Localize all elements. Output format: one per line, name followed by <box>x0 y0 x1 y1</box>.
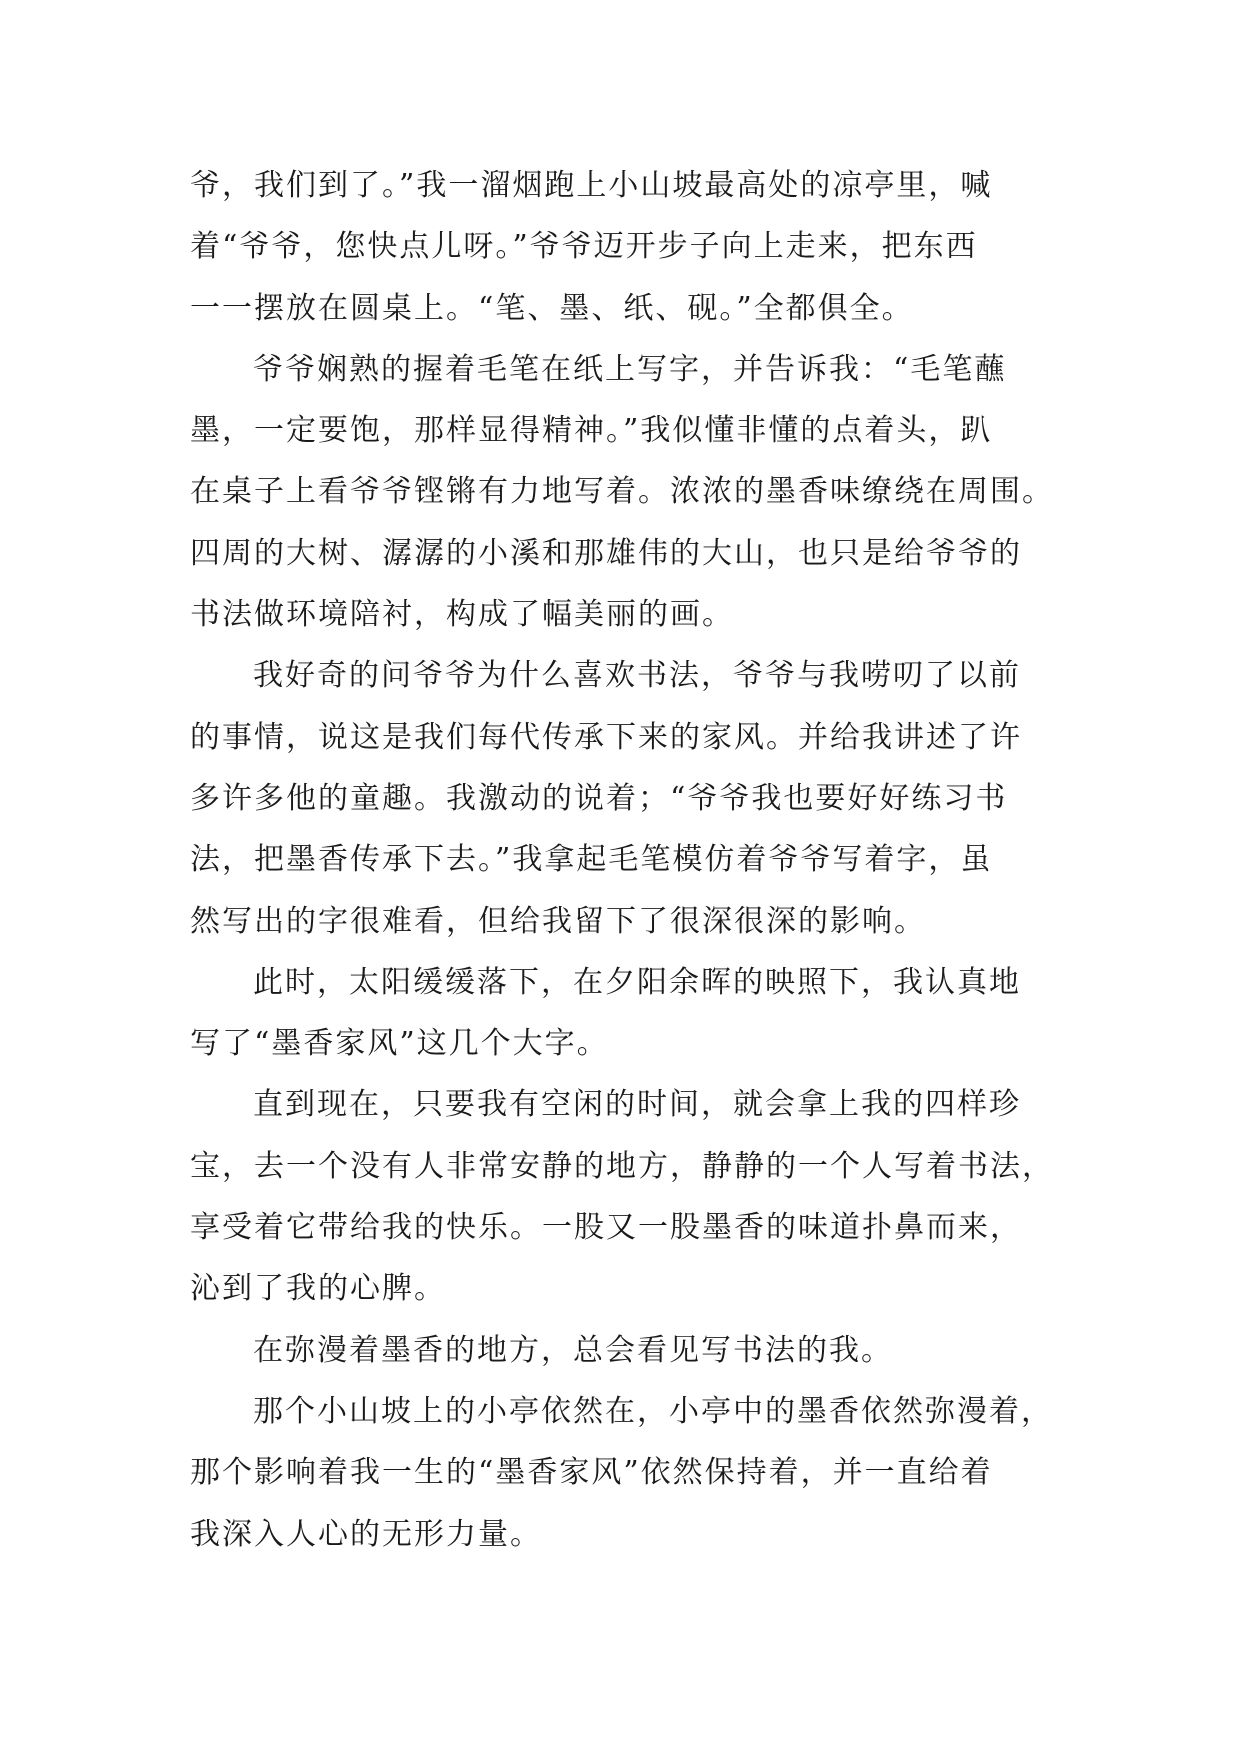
text-line: 爷，我们到了。”我一溜烟跑上小山坡最高处的凉亭里，喊 <box>190 168 993 203</box>
text-line: 直到现在，只要我有空闲的时间，就会拿上我的四样珍 <box>253 1087 1021 1123</box>
text-line: 享受着它带给我的快乐。一股又一股墨香的味道扑鼻而来， <box>190 1210 1022 1246</box>
paragraph <box>190 1381 1070 1565</box>
paragraph <box>190 339 1070 645</box>
text-line: 爷爷娴熟的握着毛笔在纸上写字，并告诉我：“毛笔蘸 <box>253 351 1007 387</box>
text-line: 的事情，说这是我们每代传承下来的家风。并给我讲述了许 <box>190 719 1022 755</box>
text-line: 着“爷爷，您快点儿呀。”爷爷迈开步子向上走来，把东西 <box>190 229 978 265</box>
text-line: 那个影响着我一生的“墨香家风”依然保持着，并一直给着 <box>190 1455 993 1491</box>
paragraph <box>190 952 1070 1075</box>
text-line: 法，把墨香传承下去。”我拿起毛笔模仿着爷爷写着字，虽 <box>190 842 993 878</box>
text-line: 四周的大树、潺潺的小溪和那雄伟的大山，也只是给爷爷的 <box>190 535 1022 571</box>
text-line: 墨，一定要饱，那样显得精神。”我似懂非懂的点着头，趴 <box>190 413 993 449</box>
paragraph <box>190 1320 1070 1381</box>
document-body <box>190 155 1070 1565</box>
text-line: 我好奇的问爷爷为什么喜欢书法，爷爷与我唠叨了以前 <box>253 658 1021 694</box>
text-line: 那个小山坡上的小亭依然在，小亭中的墨香依然弥漫着， <box>253 1393 1053 1429</box>
paragraph <box>190 1074 1070 1319</box>
text-line: 写了“墨香家风”这几个大字。 <box>190 1026 609 1062</box>
text-line: 多许多他的童趣。我激动的说着；“爷爷我也要好好练习书 <box>190 780 1008 816</box>
text-line: 然写出的字很难看，但给我留下了很深很深的影响。 <box>190 903 926 939</box>
paragraph <box>190 155 1070 339</box>
text-line: 宝，去一个没有人非常安静的地方，静静的一个人写着书法， <box>190 1148 1054 1184</box>
text-line: 在弥漫着墨香的地方，总会看见写书法的我。 <box>253 1332 893 1368</box>
text-line: 一一摆放在圆桌上。“笔、墨、纸、砚。”全都俱全。 <box>190 290 914 326</box>
text-line: 沁到了我的心脾。 <box>190 1271 446 1307</box>
text-line: 此时，太阳缓缓落下，在夕阳余晖的映照下，我认真地 <box>253 964 1021 1000</box>
text-line: 书法做环境陪衬，构成了幅美丽的画。 <box>190 597 734 633</box>
text-line: 在桌子上看爷爷铿锵有力地写着。浓浓的墨香味缭绕在周围。 <box>190 474 1054 510</box>
text-line: 我深入人心的无形力量。 <box>190 1516 542 1552</box>
paragraph <box>190 645 1070 951</box>
